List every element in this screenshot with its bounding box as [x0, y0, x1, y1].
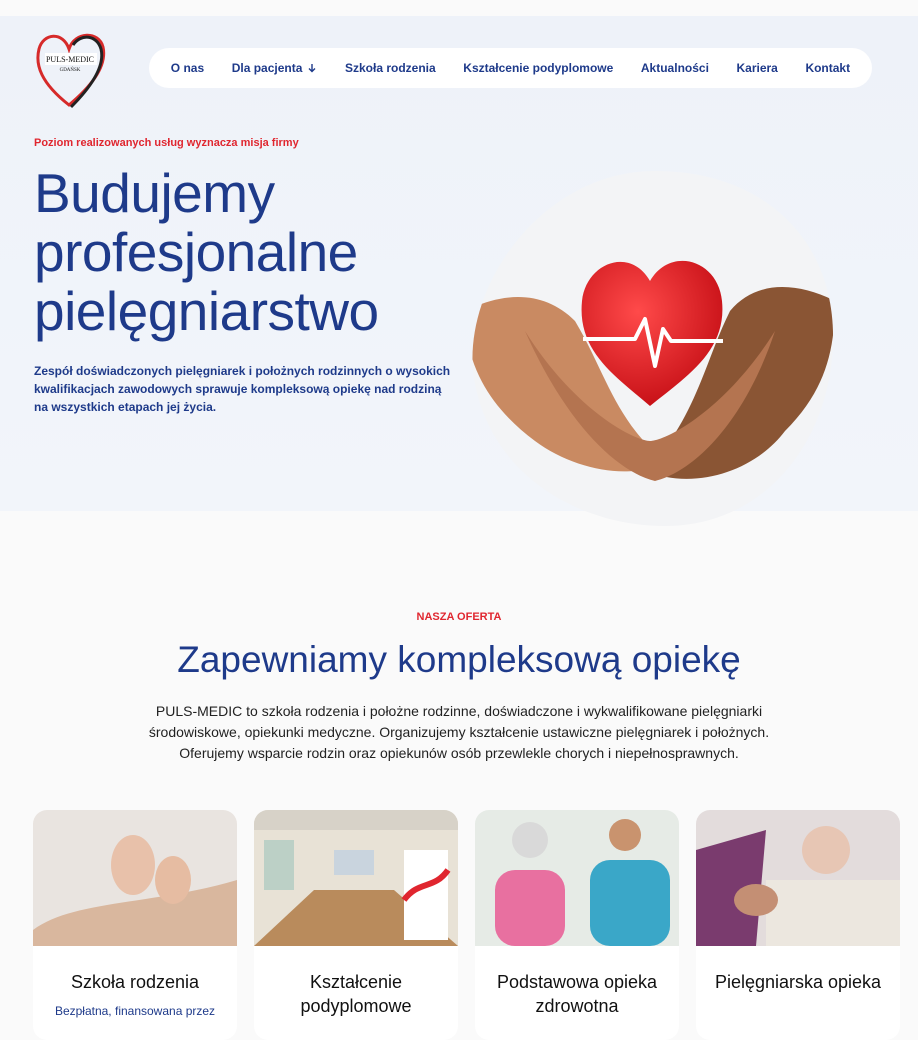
nurse-patient-photo [475, 810, 679, 946]
offer-tag: NASZA OFERTA [416, 611, 502, 623]
hero-eyebrow: Poziom realizowanych usług wyznacza misja firmy [34, 137, 299, 149]
arrow-down-icon [307, 63, 317, 73]
hero-title [34, 164, 379, 341]
nav-label: Aktualności [640, 61, 709, 75]
elderly-care-photo [696, 810, 900, 946]
nav-label: Szkoła rodzenia [345, 61, 436, 75]
nav-item-kariera[interactable] [736, 61, 777, 75]
card-poz[interactable] [475, 810, 679, 1040]
nav-label: O nas [170, 61, 205, 75]
hero-lead: Zespół doświadczonych pielęgniarek i położnych rodzinnych o wysokich kwalifikacjach zawodowych sprawuje kompleksową opiekę nad rodziną na wszystkich etapach jej życia. [34, 364, 451, 414]
logo-subtext: GDAŃSK [59, 68, 81, 73]
card-ksztalcenie[interactable] [254, 810, 458, 1040]
nav-item-kontakt[interactable] [805, 61, 850, 75]
nav-item-o-nas[interactable] [171, 61, 204, 75]
nav-item-aktualnosci[interactable] [641, 61, 709, 75]
puls-medic-logo[interactable] [33, 27, 107, 111]
hero-title-line: profesjonalne [34, 221, 358, 283]
card-title: Kształcenie podyplomowe [300, 972, 412, 1016]
main-nav [149, 48, 872, 88]
card-opieka[interactable] [696, 810, 900, 1040]
card-title: Szkoła rodzenia [70, 972, 200, 992]
card-subtitle: Bezpłatna, finansowana przez [54, 1004, 216, 1018]
logo-text: PULS-MEDIC [45, 55, 95, 64]
nav-item-ksztalcenie[interactable] [463, 61, 613, 75]
hero-title-line: pielęgniarstwo [34, 280, 379, 342]
offer-intro: PULS-MEDIC to szkoła rodzenia i położne rodzinne, doświadczone i wykwalifikowane pielęgniarki środowiskowe, opiekunki medyczne. Organizujemy kształcenie ustawiczne pielęgniarek i położnych. Oferujemy wsparcie rodzin oraz opiekunów osób przewlekle chorych i niepełnosprawnych. [148, 703, 770, 761]
card-title: Podstawowa opieka zdrowotna [496, 972, 658, 1016]
card-title: Pielęgniarska opieka [714, 972, 882, 992]
nav-item-szkola-rodzenia[interactable] [345, 61, 436, 75]
hands-heart-image [465, 171, 835, 526]
hero-section [0, 16, 918, 511]
nav-label: Kształcenie podyplomowe [463, 61, 614, 75]
classroom-photo [254, 810, 458, 946]
card-szkola-rodzenia[interactable] [33, 810, 237, 1040]
offer-title: Zapewniamy kompleksową opiekę [177, 639, 741, 680]
nav-item-dla-pacjenta[interactable] [232, 61, 318, 75]
baby-feet-photo [33, 810, 237, 946]
nav-label: Dla pacjenta [231, 61, 303, 75]
nav-label: Kariera [736, 61, 778, 75]
nav-label: Kontakt [805, 61, 851, 75]
hero-title-line: Budujemy [34, 162, 275, 224]
